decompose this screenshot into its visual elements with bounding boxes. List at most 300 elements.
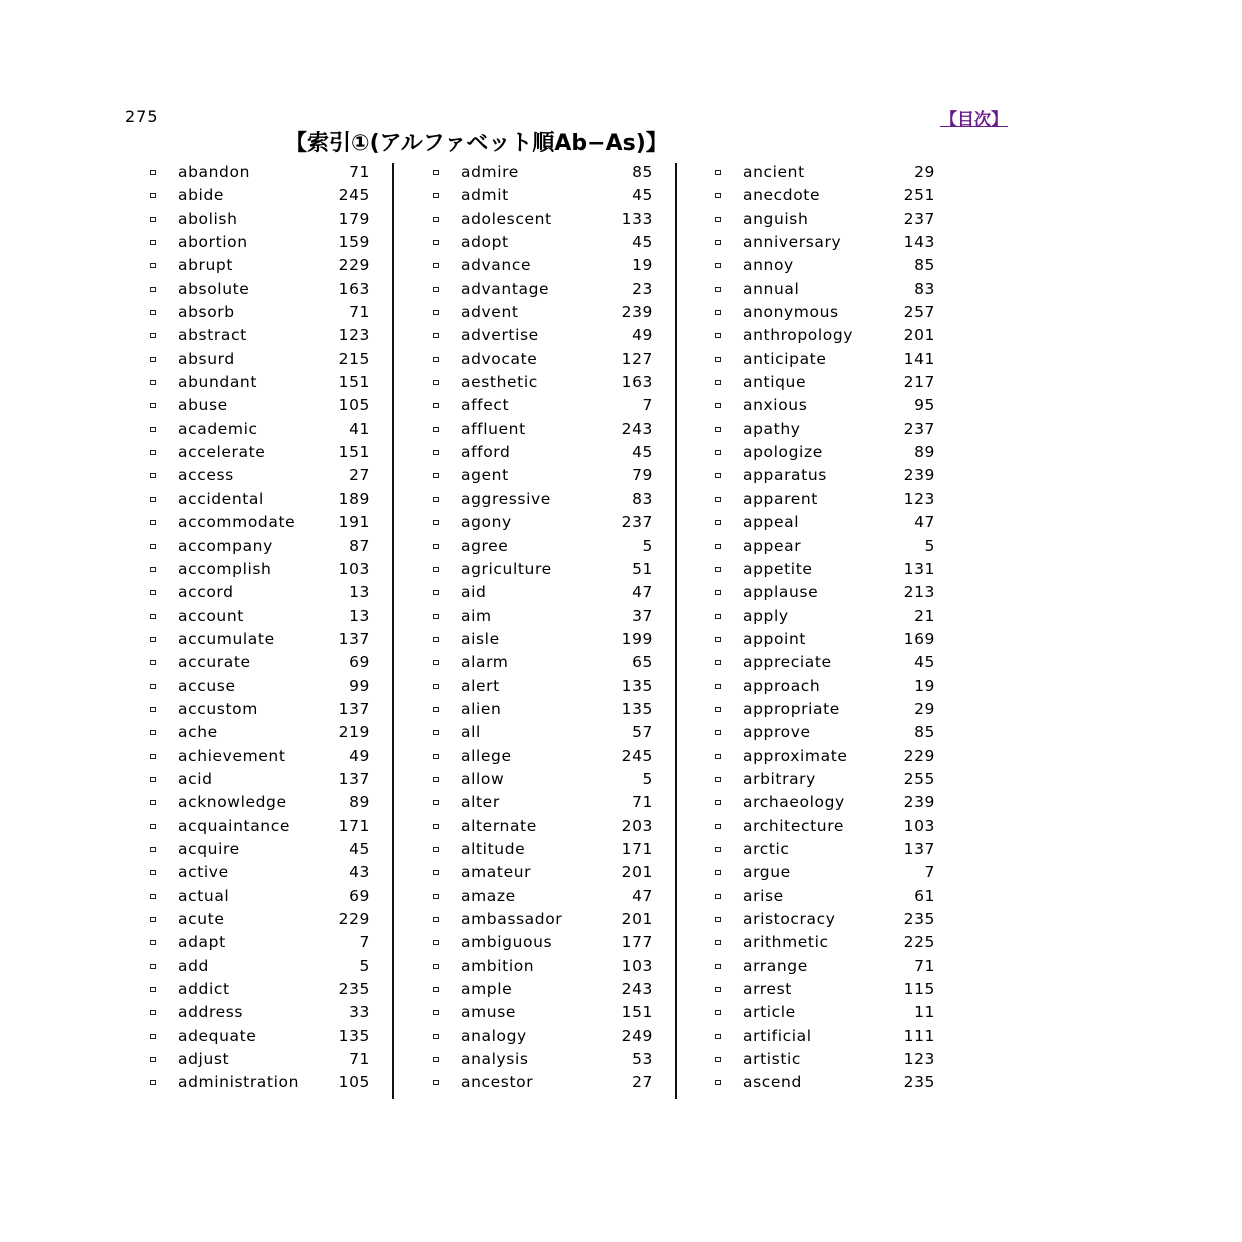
page-reference: 5: [359, 956, 370, 975]
page-reference: 111: [903, 1026, 935, 1045]
page-reference: 199: [621, 629, 653, 648]
index-word: artificial: [743, 1026, 812, 1045]
index-entry: [147, 254, 392, 277]
checkbox-icon[interactable]: [150, 333, 156, 338]
page-reference: 45: [632, 233, 653, 252]
index-word: accurate: [178, 653, 251, 672]
checkbox-icon[interactable]: [715, 450, 721, 455]
checkbox-icon[interactable]: [433, 380, 439, 385]
index-word: acknowledge: [178, 793, 287, 812]
index-word: aggressive: [461, 489, 551, 508]
checkbox-icon[interactable]: [433, 1034, 439, 1039]
index-word: academic: [178, 419, 258, 438]
checkbox-icon[interactable]: [433, 310, 439, 315]
index-word: agent: [461, 466, 509, 485]
index-entry: [430, 978, 675, 1001]
index-word: abide: [178, 186, 225, 205]
checkbox-icon[interactable]: [715, 940, 721, 945]
checkbox-icon[interactable]: [433, 707, 439, 712]
page-reference: 7: [359, 933, 370, 952]
page-reference: 151: [621, 1003, 653, 1022]
index-entry: [430, 1048, 675, 1071]
index-entry: [147, 605, 392, 628]
index-word: anonymous: [743, 303, 839, 322]
index-entry: [712, 1001, 957, 1024]
index-entry: [712, 651, 957, 674]
checkbox-icon[interactable]: [433, 590, 439, 595]
index-entry: [712, 1071, 957, 1094]
index-word: appeal: [743, 513, 800, 532]
index-entry: [430, 581, 675, 604]
checkbox-icon[interactable]: [433, 263, 439, 268]
checkbox-icon[interactable]: [150, 1080, 156, 1085]
checkbox-icon[interactable]: [715, 987, 721, 992]
page-reference: 235: [903, 1073, 935, 1092]
page-reference: 203: [621, 816, 653, 835]
checkbox-icon[interactable]: [150, 730, 156, 735]
index-entry: [712, 721, 957, 744]
index-entry: [147, 558, 392, 581]
index-entry: [712, 628, 957, 651]
index-entry: [147, 815, 392, 838]
checkbox-icon[interactable]: [433, 917, 439, 922]
checkbox-icon[interactable]: [433, 637, 439, 642]
index-entry: [430, 745, 675, 768]
checkbox-icon[interactable]: [433, 427, 439, 432]
page-reference: 177: [621, 933, 653, 952]
page-reference: 85: [914, 256, 935, 275]
checkbox-icon[interactable]: [150, 1010, 156, 1015]
checkbox-icon[interactable]: [433, 824, 439, 829]
page-reference: 215: [338, 349, 370, 368]
index-word: add: [178, 956, 209, 975]
page-reference: 21: [914, 606, 935, 625]
checkbox-icon[interactable]: [715, 544, 721, 549]
index-word: actual: [178, 886, 230, 905]
page-reference: 29: [914, 699, 935, 718]
checkbox-icon[interactable]: [433, 333, 439, 338]
page-reference: 229: [903, 746, 935, 765]
index-entry: [430, 394, 675, 417]
page-reference: 89: [914, 443, 935, 462]
checkbox-icon[interactable]: [433, 544, 439, 549]
index-word: ambassador: [461, 910, 563, 928]
checkbox-icon[interactable]: [433, 450, 439, 455]
checkbox-icon[interactable]: [150, 520, 156, 525]
page-reference: 99: [349, 676, 370, 695]
page-reference: 243: [621, 980, 653, 999]
checkbox-icon[interactable]: [150, 497, 156, 502]
checkbox-icon[interactable]: [433, 894, 439, 899]
index-word: appetite: [743, 559, 813, 578]
index-word: apparatus: [743, 466, 827, 485]
checkbox-icon[interactable]: [715, 1010, 721, 1015]
checkbox-icon[interactable]: [433, 1080, 439, 1085]
checkbox-icon[interactable]: [150, 684, 156, 689]
index-word: adapt: [178, 933, 226, 952]
checkbox-icon[interactable]: [715, 614, 721, 619]
checkbox-icon[interactable]: [715, 240, 721, 245]
index-word: amateur: [461, 863, 532, 882]
index-word: arise: [743, 886, 784, 905]
index-word: applause: [743, 583, 819, 602]
checkbox-icon[interactable]: [150, 310, 156, 315]
checkbox-icon[interactable]: [150, 917, 156, 922]
index-entry: [147, 838, 392, 861]
column-divider: [675, 163, 677, 1099]
checkbox-icon[interactable]: [715, 427, 721, 432]
checkbox-icon[interactable]: [150, 240, 156, 245]
index-entry: [430, 955, 675, 978]
page-reference: 95: [914, 396, 935, 415]
page-reference: 257: [903, 303, 935, 322]
index-word: acid: [178, 769, 213, 788]
checkbox-icon[interactable]: [150, 1057, 156, 1062]
checkbox-icon[interactable]: [150, 357, 156, 362]
index-word: arbitrary: [743, 769, 816, 788]
index-entry: [712, 931, 957, 954]
index-entry: [430, 371, 675, 394]
checkbox-icon[interactable]: [433, 684, 439, 689]
index-entry: [147, 324, 392, 347]
page-reference: 7: [642, 396, 653, 415]
checkbox-icon[interactable]: [715, 917, 721, 922]
page-reference: 201: [903, 326, 935, 345]
checkbox-icon[interactable]: [433, 870, 439, 875]
page-reference: 135: [621, 699, 653, 718]
checkbox-icon[interactable]: [715, 263, 721, 268]
index-entry: [430, 278, 675, 301]
page-reference: 71: [349, 163, 370, 181]
checkbox-icon[interactable]: [150, 894, 156, 899]
index-entry: [712, 324, 957, 347]
index-entry: [430, 558, 675, 581]
index-entry: [712, 885, 957, 908]
index-entry: [712, 535, 957, 558]
checkbox-icon[interactable]: [433, 1010, 439, 1015]
index-entry: [147, 418, 392, 441]
index-entry: [712, 745, 957, 768]
checkbox-icon[interactable]: [715, 824, 721, 829]
checkbox-icon[interactable]: [433, 800, 439, 805]
checkbox-icon[interactable]: [715, 660, 721, 665]
page-reference: 49: [632, 326, 653, 345]
index-word: agriculture: [461, 559, 552, 578]
checkbox-icon[interactable]: [150, 1034, 156, 1039]
index-word: amaze: [461, 886, 516, 905]
checkbox-icon[interactable]: [715, 800, 721, 805]
checkbox-icon[interactable]: [433, 170, 439, 175]
checkbox-icon[interactable]: [433, 287, 439, 292]
checkbox-icon[interactable]: [150, 287, 156, 292]
page-reference: 239: [903, 466, 935, 485]
checkbox-icon[interactable]: [150, 380, 156, 385]
checkbox-icon[interactable]: [715, 590, 721, 595]
checkbox-icon[interactable]: [150, 800, 156, 805]
index-word: arctic: [743, 839, 790, 858]
page-reference: 49: [349, 746, 370, 765]
checkbox-icon[interactable]: [715, 333, 721, 338]
index-entry: [712, 441, 957, 464]
index-word: advantage: [461, 279, 550, 298]
checkbox-icon[interactable]: [150, 940, 156, 945]
checkbox-icon[interactable]: [150, 637, 156, 642]
checkbox-icon[interactable]: [433, 987, 439, 992]
index-entry: [712, 418, 957, 441]
checkbox-icon[interactable]: [433, 497, 439, 502]
checkbox-icon[interactable]: [433, 730, 439, 735]
checkbox-icon[interactable]: [433, 940, 439, 945]
page-reference: 131: [903, 559, 935, 578]
checkbox-icon[interactable]: [150, 660, 156, 665]
checkbox-icon[interactable]: [715, 707, 721, 712]
checkbox-icon[interactable]: [715, 567, 721, 572]
index-word: admire: [461, 163, 519, 181]
checkbox-icon[interactable]: [150, 707, 156, 712]
checkbox-icon[interactable]: [150, 987, 156, 992]
index-word: afford: [461, 443, 511, 462]
page-reference: 57: [632, 723, 653, 742]
index-entry: [430, 301, 675, 324]
index-entry: [147, 301, 392, 324]
checkbox-icon[interactable]: [715, 473, 721, 478]
page-reference: 225: [903, 933, 935, 952]
checkbox-icon[interactable]: [150, 217, 156, 222]
page-reference: 239: [621, 303, 653, 322]
index-entry: [147, 488, 392, 511]
page-reference: 237: [621, 513, 653, 532]
checkbox-icon[interactable]: [433, 520, 439, 525]
index-word: arithmetic: [743, 933, 829, 952]
page-reference: 27: [349, 466, 370, 485]
checkbox-icon[interactable]: [150, 590, 156, 595]
index-word: article: [743, 1003, 796, 1022]
checkbox-icon[interactable]: [715, 380, 721, 385]
checkbox-icon[interactable]: [715, 170, 721, 175]
checkbox-icon[interactable]: [433, 777, 439, 782]
index-word: argue: [743, 863, 791, 882]
checkbox-icon[interactable]: [715, 847, 721, 852]
checkbox-icon[interactable]: [433, 403, 439, 408]
checkbox-icon[interactable]: [433, 964, 439, 969]
index-word: affect: [461, 396, 510, 415]
checkbox-icon[interactable]: [715, 964, 721, 969]
page-reference: 163: [338, 279, 370, 298]
index-entry: [147, 441, 392, 464]
page-reference: 71: [632, 793, 653, 812]
index-entry: [712, 581, 957, 604]
checkbox-icon[interactable]: [150, 870, 156, 875]
checkbox-icon[interactable]: [715, 777, 721, 782]
checkbox-icon[interactable]: [715, 894, 721, 899]
index-entry: [147, 651, 392, 674]
index-word: alarm: [461, 653, 509, 672]
index-word: alternate: [461, 816, 537, 835]
page-reference: 37: [632, 606, 653, 625]
checkbox-icon[interactable]: [150, 450, 156, 455]
checkbox-icon[interactable]: [433, 614, 439, 619]
index-word: accommodate: [178, 513, 296, 532]
page-reference: 29: [914, 163, 935, 181]
checkbox-icon[interactable]: [150, 567, 156, 572]
index-word: anniversary: [743, 233, 842, 252]
checkbox-icon[interactable]: [433, 193, 439, 198]
checkbox-icon[interactable]: [715, 403, 721, 408]
index-entry: [147, 394, 392, 417]
checkbox-icon[interactable]: [433, 847, 439, 852]
index-entry: [430, 815, 675, 838]
index-entry: [430, 208, 675, 231]
checkbox-icon[interactable]: [715, 684, 721, 689]
index-entry: [430, 324, 675, 347]
index-entry: [430, 488, 675, 511]
page-reference: 243: [621, 419, 653, 438]
checkbox-icon[interactable]: [715, 193, 721, 198]
index-word: apathy: [743, 419, 801, 438]
index-word: advertise: [461, 326, 539, 345]
checkbox-icon[interactable]: [150, 847, 156, 852]
index-word: appear: [743, 536, 802, 555]
checkbox-icon[interactable]: [715, 217, 721, 222]
checkbox-icon[interactable]: [715, 1080, 721, 1085]
index-word: anguish: [743, 209, 809, 228]
index-word: adequate: [178, 1026, 257, 1045]
checkbox-icon[interactable]: [433, 1057, 439, 1062]
index-entry: [712, 301, 957, 324]
index-word: absolute: [178, 279, 250, 298]
page-reference: 51: [632, 559, 653, 578]
page-reference: 45: [914, 653, 935, 672]
index-word: ancient: [743, 163, 805, 181]
checkbox-icon[interactable]: [150, 824, 156, 829]
checkbox-icon[interactable]: [150, 473, 156, 478]
page-reference: 5: [642, 769, 653, 788]
checkbox-icon[interactable]: [433, 217, 439, 222]
checkbox-icon[interactable]: [715, 497, 721, 502]
column-divider: [392, 163, 394, 1099]
page-reference: 5: [924, 536, 935, 555]
page-reference: 45: [349, 839, 370, 858]
checkbox-icon[interactable]: [433, 240, 439, 245]
page-reference: 171: [338, 816, 370, 835]
index-entry: [430, 1025, 675, 1048]
checkbox-icon[interactable]: [150, 263, 156, 268]
index-word: ancestor: [461, 1073, 534, 1092]
index-word: achievement: [178, 746, 286, 765]
checkbox-icon[interactable]: [150, 964, 156, 969]
index-word: aristocracy: [743, 910, 836, 928]
index-word: apologize: [743, 443, 823, 462]
checkbox-icon[interactable]: [715, 1034, 721, 1039]
checkbox-icon[interactable]: [433, 357, 439, 362]
checkbox-icon[interactable]: [433, 473, 439, 478]
index-word: accord: [178, 583, 234, 602]
checkbox-icon[interactable]: [150, 427, 156, 432]
index-entry: [147, 745, 392, 768]
checkbox-icon[interactable]: [150, 403, 156, 408]
page-reference: 61: [914, 886, 935, 905]
index-entry: [712, 768, 957, 791]
index-word: affluent: [461, 419, 526, 438]
checkbox-icon[interactable]: [715, 287, 721, 292]
index-entry: [147, 931, 392, 954]
index-word: abundant: [178, 373, 258, 392]
page-reference: 245: [621, 746, 653, 765]
checkbox-icon[interactable]: [715, 637, 721, 642]
table-of-contents-link[interactable]: 【目次】: [940, 110, 1008, 130]
page-reference: 7: [924, 863, 935, 882]
index-word: ache: [178, 723, 218, 742]
page-reference: 53: [632, 1050, 653, 1069]
checkbox-icon[interactable]: [715, 1057, 721, 1062]
checkbox-icon[interactable]: [150, 170, 156, 175]
index-word: administration: [178, 1073, 299, 1092]
page-reference: 65: [632, 653, 653, 672]
index-word: anticipate: [743, 349, 827, 368]
index-word: apply: [743, 606, 789, 625]
page-reference: 127: [621, 349, 653, 368]
page-reference: 245: [338, 186, 370, 205]
page-reference: 41: [349, 419, 370, 438]
checkbox-icon[interactable]: [433, 754, 439, 759]
page-title: 【索引①(アルファベット順Ab−As)】: [285, 131, 668, 156]
checkbox-icon[interactable]: [715, 357, 721, 362]
index-entry: [430, 231, 675, 254]
index-entry: [430, 348, 675, 371]
index-word: address: [178, 1003, 244, 1022]
checkbox-icon[interactable]: [150, 544, 156, 549]
page-reference: 85: [914, 723, 935, 742]
index-entry: [712, 1048, 957, 1071]
index-word: accidental: [178, 489, 264, 508]
index-entry: [712, 208, 957, 231]
index-word: arrest: [743, 980, 792, 999]
checkbox-icon[interactable]: [715, 730, 721, 735]
index-entry: [147, 511, 392, 534]
checkbox-icon[interactable]: [150, 777, 156, 782]
page-reference: 45: [632, 186, 653, 205]
index-entry: [430, 605, 675, 628]
index-entry: [430, 441, 675, 464]
index-word: accustom: [178, 699, 258, 718]
checkbox-icon[interactable]: [150, 754, 156, 759]
checkbox-icon[interactable]: [150, 614, 156, 619]
index-word: anxious: [743, 396, 808, 415]
index-word: aid: [461, 583, 487, 602]
checkbox-icon[interactable]: [715, 310, 721, 315]
checkbox-icon[interactable]: [150, 193, 156, 198]
page-reference: 251: [903, 186, 935, 205]
index-entry: [712, 394, 957, 417]
index-entry: [712, 1025, 957, 1048]
page-reference: 235: [903, 910, 935, 928]
index-word: analogy: [461, 1026, 527, 1045]
page-reference: 103: [338, 559, 370, 578]
page-reference: 123: [903, 1050, 935, 1069]
page-reference: 229: [338, 910, 370, 928]
index-word: active: [178, 863, 229, 882]
index-word: apparent: [743, 489, 818, 508]
index-entry: [430, 1001, 675, 1024]
checkbox-icon[interactable]: [715, 520, 721, 525]
index-entry: [712, 161, 957, 184]
index-word: appoint: [743, 629, 807, 648]
checkbox-icon[interactable]: [715, 754, 721, 759]
index-entry: [147, 1025, 392, 1048]
checkbox-icon[interactable]: [433, 567, 439, 572]
checkbox-icon[interactable]: [433, 660, 439, 665]
checkbox-icon[interactable]: [715, 870, 721, 875]
